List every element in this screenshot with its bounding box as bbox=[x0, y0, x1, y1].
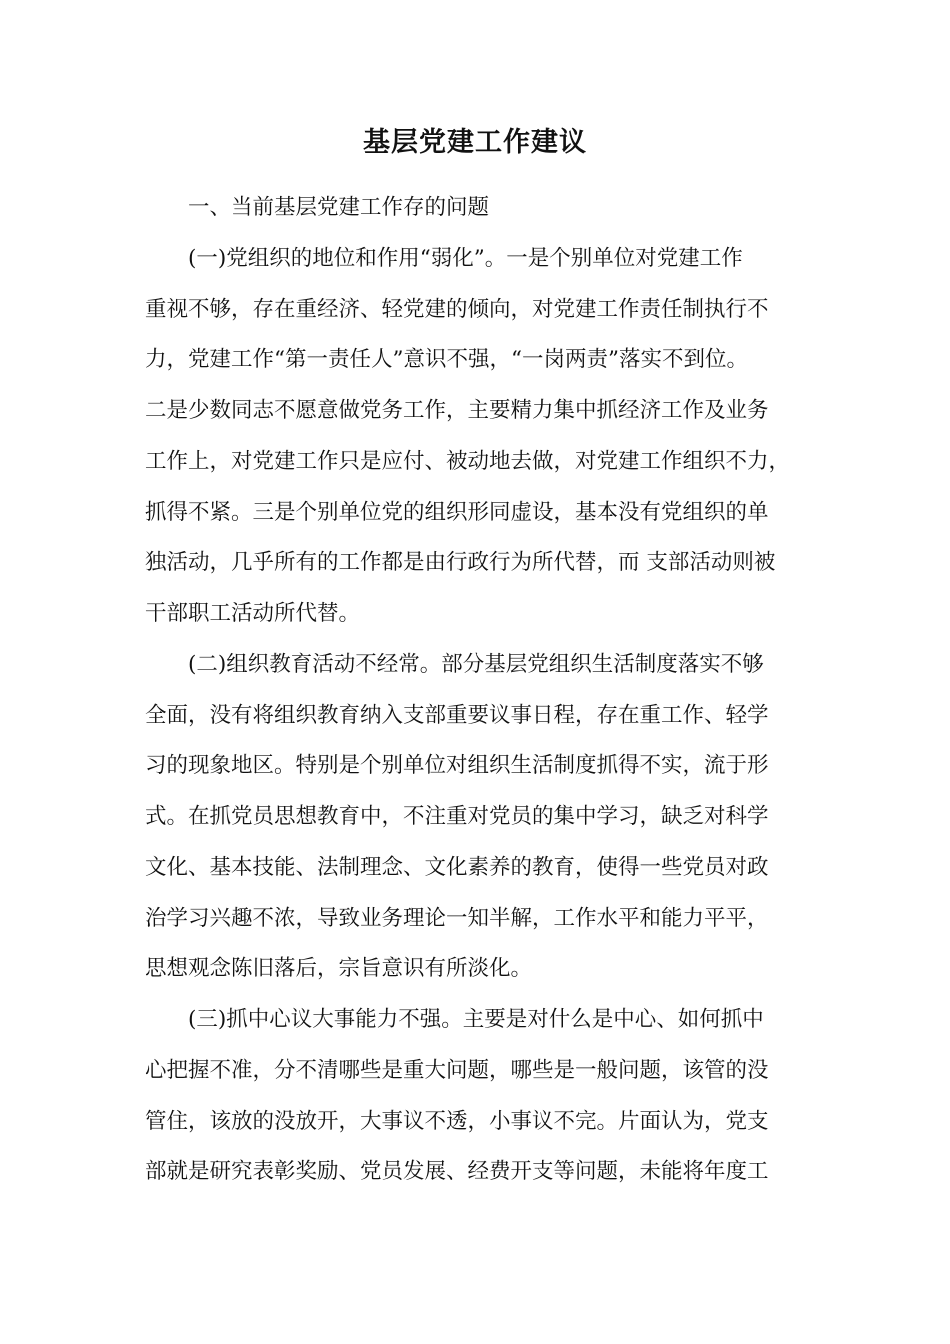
body-line: 干部职工活动所代替。 bbox=[145, 601, 361, 626]
body-line: (一)党组织的地位和作用“弱化”。一是个别单位对党建工作 bbox=[188, 245, 743, 271]
body-line: 治学习兴趣不浓，导致业务理论一知半解，工作水平和能力平平， bbox=[145, 905, 769, 931]
body-line: (二)组织教育活动不经常。部分基层党组织生活制度落实不够 bbox=[188, 651, 764, 677]
body-line: 部就是研究表彰奖励、党员发展、经费开支等问题，未能将年度工 bbox=[145, 1159, 769, 1185]
body-line: 重视不够，存在重经济、轻党建的倾向，对党建工作责任制执行不 bbox=[145, 296, 769, 322]
body-line: 式。在抓党员思想教育中，不注重对党员的集中学习，缺乏对科学 bbox=[145, 804, 769, 829]
body-line: 二是少数同志不愿意做党务工作，主要精力集中抓经济工作及业务 bbox=[145, 398, 769, 423]
body-line: 独活动，几乎所有的工作都是由行政行为所代替，而 支部活动则被 bbox=[145, 550, 776, 576]
body-line: (三)抓中心议大事能力不强。主要是对什么是中心、如何抓中 bbox=[188, 1007, 764, 1032]
body-line: 思想观念陈旧落后，宗旨意识有所淡化。 bbox=[145, 956, 533, 982]
document-body bbox=[145, 183, 819, 1198]
body-line: 工作上，对党建工作只是应付、被动地去做，对党建工作组织不力， bbox=[145, 448, 791, 474]
document-title: 基层党建工作建议 bbox=[363, 127, 587, 158]
body-line: 习的现象地区。特别是个别单位对组织生活制度抓得不实，流于形 bbox=[145, 753, 769, 779]
body-line: 全面，没有将组织教育纳入支部重要议事日程，存在重工作、轻学 bbox=[145, 702, 769, 728]
body-line: 力，党建工作“第一责任人”意识不强，“一岗两责”落实不到位。 bbox=[145, 347, 748, 373]
body-line: 抓得不紧。三是个别单位党的组织形同虚设，基本没有党组织的单 bbox=[145, 499, 769, 525]
body-line: 一、当前基层党建工作存的问题 bbox=[188, 195, 490, 220]
body-line: 心把握不准，分不清哪些是重大问题，哪些是一般问题，该管的没 bbox=[145, 1057, 769, 1083]
body-line: 管住，该放的没放开，大事议不透，小事议不完。片面认为，党支 bbox=[145, 1108, 769, 1134]
body-line: 文化、基本技能、法制理念、文化素养的教育，使得一些党员对政 bbox=[145, 854, 769, 880]
